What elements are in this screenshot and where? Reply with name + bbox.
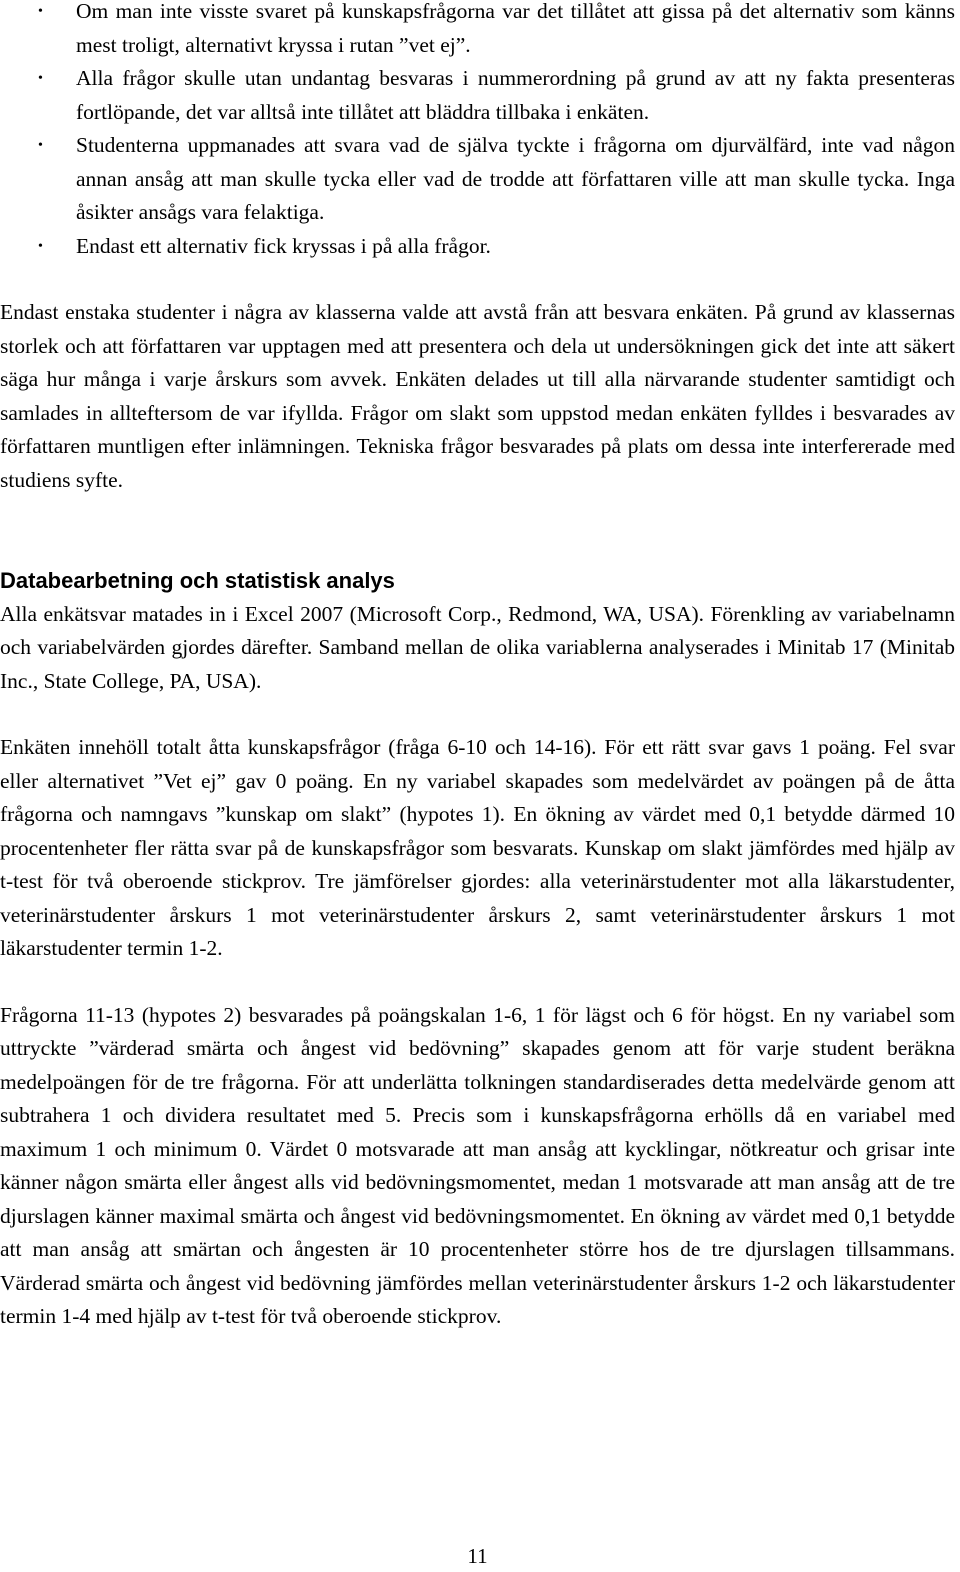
list-item — [0, 62, 955, 129]
list-item-text: Alla frågor skulle utan undantag besvaras i nummerordning på grund av att ny fakta presenteras fortlöpande, det var alltså inte tillåtet att bläddra tillbaka i enkäten. — [76, 66, 955, 124]
body-paragraph-pain-variable: Frågorna 11-13 (hypotes 2) besvarades på poängskalan 1-6, 1 för lägst och 6 för högst. En ny variabel som uttryckte ”värderad smärta och ångest vid bedövning” skapades genom att för varje student beräkna medelpoängen för de tre frågorna. För att underlätta tolkningen standardiserades detta medelvärde genom att subtrahera 1 och dividera resultatet med 5. Precis som i kunskapsfrågorna erhölls då en variabel med maximum 1 och minimum 0. Värdet 0 motsvarade att man ansåg att kycklingar, nötkreatur och grisar inte känner någon smärta eller ångest alls vid bedövningsmomentet, medan 1 motsvarade att man ansåg att de tre djurslagen känner maximal smärta och ångest vid bedövningsmomentet. En ökning av värdet med 0,1 betydde att man ansåg att smärtan och ångesten är 10 procentenheter större hos de tre djurslagen tillsammans. Värderad smärta och ångest vid bedövning jämfördes mellan veterinärstudenter årskurs 1-2 och läkarstudenter termin 1-4 med hjälp av t-test för två oberoende stickprov. — [0, 1002, 955, 1328]
instruction-list — [0, 0, 955, 263]
list-item — [0, 0, 955, 62]
list-item-text: Om man inte visste svaret på kunskapsfrågorna var det tillåtet att gissa på det alternativ som känns mest troligt, alternativt kryssa i rutan ”vet ej”. — [76, 0, 955, 57]
body-paragraph-participation: Endast enstaka studenter i några av klasserna valde att avstå från att besvara enkäten. På grund av klassernas storlek och att författaren var upptagen med att presentera och dela ut undersökningen gick det inte att säkert säga hur många i varje årskurs som avvek. Enkäten delades ut till alla närvarande studenter samtidigt och samlades in allteftersom de var ifyllda. Frågor om slakt som uppstod medan enkäten fylldes i besvarades av författaren muntligen efter inlämningen. Tekniska frågor besvarades på plats om dessa inte interfererade med studiens syfte. — [0, 300, 955, 492]
list-item-text: Studenterna uppmanades att svara vad de själva tyckte i frågorna om djurvälfärd, inte vad någon annan ansåg att man skulle tycka eller vad de trodde att författaren ville att man skulle tycka. Inga åsikter ansågs vara felaktiga. — [76, 133, 955, 224]
list-item-text: Endast ett alternativ fick kryssas i på alla frågor. — [76, 233, 491, 258]
bullet-icon: • — [38, 71, 43, 86]
body-paragraph-knowledge-variable: Enkäten innehöll totalt åtta kunskapsfrågor (fråga 6-10 och 14-16). För ett rätt svar gavs 1 poäng. Fel svar eller alternativet ”Vet ej” gav 0 poäng. En ny variabel skapades som medelvärdet av poängen på de åtta frågorna och namngavs ”kunskap om slakt” (hypotes 1). En ökning av värdet med 0,1 betydde därmed 10 procentenheter fler rätta svar på de kunskapsfrågor som besvarats. Kunskap om slakt jämfördes med hjälp av t-test för två oberoende stickprov. Tre jämförelser gjordes: alla veterinärstudenter mot alla läkarstudenter, veterinärstudenter årskurs 1 mot veterinärstudenter årskurs 2, samt veterinärstudenter årskurs 1 mot läkarstudenter termin 1-2. — [0, 735, 955, 960]
list-item — [0, 129, 955, 230]
page-number: 11 — [467, 1544, 488, 1568]
body-paragraph-data-entry: Alla enkätsvar matades in i Excel 2007 (Microsoft Corp., Redmond, WA, USA). Förenkling av variabelnamn och variabelvärden gjordes därefter. Samband mellan de olika variablerna analyserades i Minitab 17 (Minitab Inc., State College, PA, USA). — [0, 601, 955, 693]
list-item — [0, 230, 955, 264]
bullet-icon: • — [38, 4, 43, 19]
bullet-icon: • — [38, 138, 43, 153]
section-heading: Databearbetning och statistisk analys — [0, 568, 395, 593]
bullet-icon: • — [38, 238, 43, 254]
